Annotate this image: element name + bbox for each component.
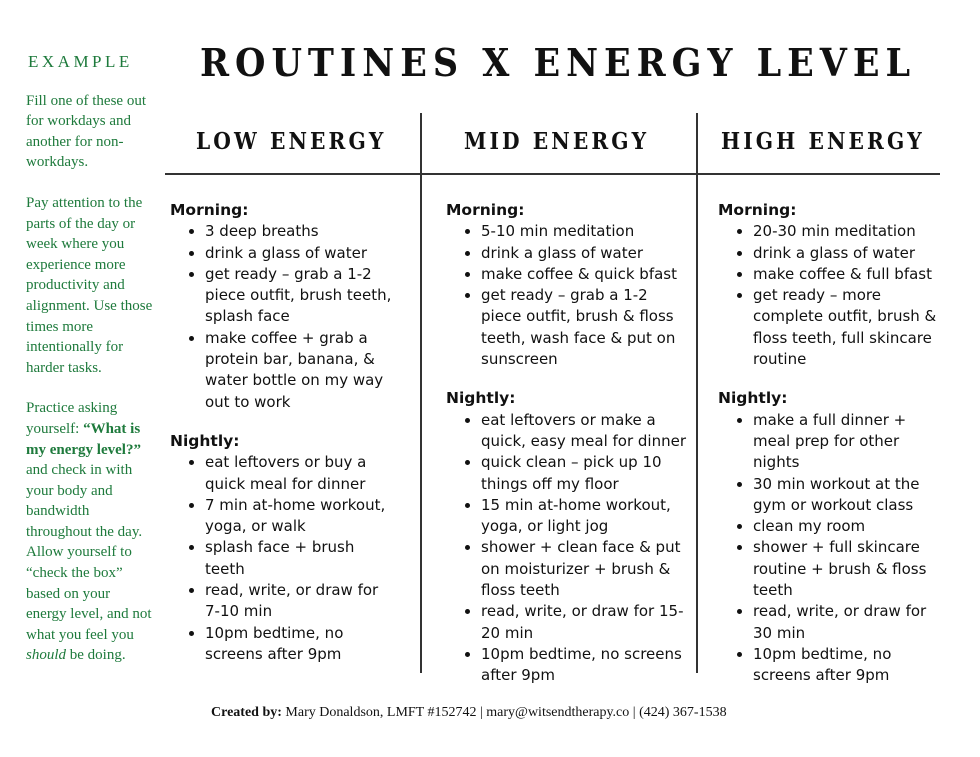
morning-item: • drink a glass of water <box>481 243 686 264</box>
column-heading-low: LOW ENERGY <box>196 128 387 155</box>
nightly-item: • read, write, or draw for 15-20 min <box>481 601 686 644</box>
morning-label: Morning: <box>718 201 797 219</box>
nightly-item: • 10pm bedtime, no screens after 9pm <box>753 644 946 687</box>
nightly-item: • 7 min at-home workout, yoga, or walk <box>205 495 395 538</box>
morning-item: • get ready – grab a 1-2 piece outfit, brush & floss teeth, wash face & put on sunscreen <box>481 285 686 370</box>
column-divider <box>420 113 422 673</box>
column-divider <box>696 113 698 673</box>
column-heading-mid: MID ENERGY <box>464 128 650 155</box>
sidebar-paragraph <box>26 398 154 666</box>
nightly-item: • eat leftovers or buy a quick meal for dinner <box>205 452 395 495</box>
morning-item: • make coffee & quick bfast <box>481 264 686 285</box>
nightly-item: • read, write, or draw for 30 min <box>753 601 946 644</box>
nightly-item: • shower + clean face & put on moisturizer + brush & floss teeth <box>481 537 686 601</box>
nightly-item: • 10pm bedtime, no screens after 9pm <box>205 623 395 666</box>
nightly-item: • 10pm bedtime, no screens after 9pm <box>481 644 686 687</box>
footer-credits <box>211 705 727 721</box>
sidebar-paragraph: Fill one of these out for workdays and another for non-workdays. <box>26 92 146 171</box>
sidebar-heading: EXAMPLE <box>28 52 133 71</box>
nightly-item: • read, write, or draw for 7-10 min <box>205 580 395 623</box>
column-high <box>718 200 946 705</box>
emphasis-should: should <box>26 647 67 664</box>
text: and check in with your body and bandwidth throughout the day. Allow yourself to “check the box” based on your energy level, and not what you feel you <box>26 462 152 643</box>
morning-item: • 5-10 min meditation <box>481 221 686 242</box>
column-mid <box>446 200 686 705</box>
nightly-item: • shower + full skincare routine + brush & floss teeth <box>753 537 946 601</box>
morning-item: • get ready – more complete outfit, brush & floss teeth, full skincare routine <box>753 285 946 370</box>
column-heading-high: HIGH ENERGY <box>721 128 925 155</box>
nightly-item: • clean my room <box>753 516 946 537</box>
text: be doing. <box>66 647 126 664</box>
nightly-list <box>718 410 946 687</box>
nightly-item: • eat leftovers or make a quick, easy meal for dinner <box>481 410 686 453</box>
morning-item: • make coffee & full bfast <box>753 264 946 285</box>
nightly-label: Nightly: <box>446 389 516 408</box>
morning-item: • get ready – grab a 1-2 piece outfit, brush teeth, splash face <box>205 264 395 328</box>
morning-list <box>170 221 395 413</box>
emphasis-question: “What is my energy level?” <box>26 420 141 458</box>
morning-item: • drink a glass of water <box>205 243 395 264</box>
nightly-item: • quick clean – pick up 10 things off my floor <box>481 452 686 495</box>
morning-label: Morning: <box>170 201 249 219</box>
sidebar <box>26 52 154 686</box>
nightly-item: • 15 min at-home workout, yoga, or light jog <box>481 495 686 538</box>
morning-item: • make coffee + grab a protein bar, banana, & water bottle on my way out to work <box>205 328 395 413</box>
nightly-item: • make a full dinner + meal prep for other nights <box>753 410 946 474</box>
morning-label: Morning: <box>446 201 525 219</box>
nightly-label: Nightly: <box>170 431 240 450</box>
nightly-list <box>446 410 686 687</box>
morning-item: • 20-30 min meditation <box>753 221 946 242</box>
sidebar-paragraph: Pay attention to the parts of the day or week where you experience more productivity and alignment. Use those times more intentionally for harder tasks. <box>26 194 153 376</box>
footer-text: Mary Donaldson, LMFT #152742 | mary@witsendtherapy.co | (424) 367-1538 <box>281 705 727 720</box>
morning-item: • 3 deep breaths <box>205 221 395 242</box>
nightly-item: • splash face + brush teeth <box>205 537 395 580</box>
header-divider <box>165 173 940 175</box>
column-low <box>170 200 395 683</box>
morning-item: • drink a glass of water <box>753 243 946 264</box>
morning-list <box>718 221 946 370</box>
nightly-list <box>170 452 395 665</box>
morning-list <box>446 221 686 370</box>
nightly-label: Nightly: <box>718 389 788 408</box>
text: Practice asking yourself: <box>26 400 118 437</box>
footer-label: Created by: <box>211 705 282 720</box>
nightly-item: • 30 min workout at the gym or workout class <box>753 474 946 517</box>
page-title: ROUTINES X ENERGY LEVEL <box>200 40 917 85</box>
